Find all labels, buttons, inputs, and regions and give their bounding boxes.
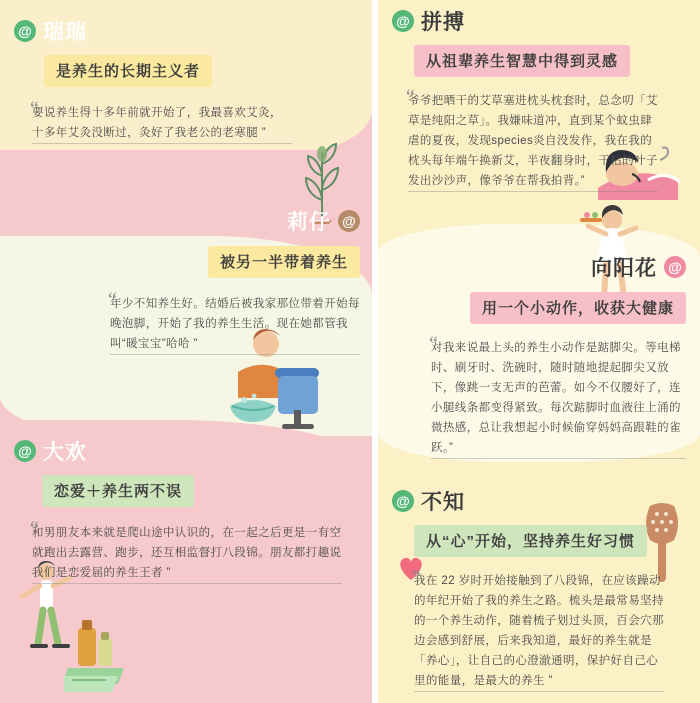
card-pinbo — [392, 6, 688, 192]
card-quote: “ 要说养生得十多年前就开始了，我最喜欢艾灸，十多年艾灸没断过，灸好了我老公的老寒腿 ” — [32, 103, 292, 144]
handle-row-xiangyanghua — [396, 252, 686, 282]
handle-name: 向阳花 — [591, 257, 657, 280]
card-subtitle: 是养生的长期主义者 — [44, 55, 212, 87]
card-subtitle: 从祖辈养生智慧中得到灵感 — [414, 45, 630, 77]
handle-row-pinbo — [392, 6, 688, 36]
handle-row-ruirui — [14, 16, 334, 46]
at-icon: @ — [392, 10, 414, 32]
card-ruirui — [14, 16, 334, 144]
at-icon: @ — [664, 256, 686, 278]
at-icon: @ — [14, 20, 36, 42]
card-dahuan — [14, 436, 354, 584]
card-subtitle: 被另一半带着养生 — [208, 246, 360, 278]
handle-row-buzhi — [392, 486, 688, 516]
handle-name: 瑞瑞 — [43, 21, 87, 44]
card-quote: “ 对我来说最上头的养生小动作是踮脚尖。等电梯时、刷牙时、洗碗时，随时随地提起脚尖又放下，像跳一支无声的芭蕾。如今不仅腰好了，连小腿线条都变得紧致。每次踮脚时血液往上涌的微热感，总让我想起小时候偷穿妈妈高跟鞋的雀跃。” — [431, 338, 686, 459]
right-column — [378, 0, 700, 703]
card-xiangyanghua — [396, 252, 686, 459]
at-icon: @ — [338, 210, 360, 232]
card-quote: “ 我在 22 岁时开始接触到了八段锦，在应该躁动的年纪开始了我的养生之路。梳头是最常易坚持的一个养生动作，随着梳子划过头顶，百会穴那边会感到舒展，后来我知道，最好的养生就是「养心」，让自己的心澄澈通明，保护好自己心里的能量，是最大的养生 ” — [414, 571, 664, 692]
card-lizai — [30, 206, 360, 355]
card-subtitle: 恋爱＋养生两不误 — [42, 475, 194, 507]
at-icon: @ — [14, 440, 36, 462]
handle-row-lizai — [30, 206, 360, 236]
handle-name: 不知 — [421, 491, 465, 514]
bottles-and-book-illustration — [64, 606, 174, 698]
card-quote: “ 爷爷把晒干的艾草塞进枕头枕套时，总念叨「艾草是纯阳之草」。我嫌味道冲，直到某个蚊虫肆虐的夏夜，发现species炎自没发作，我在我的枕头每年端午换新艾，半夜翻身时，干枯的叶子发出沙沙声，像爷爷在帮我拍背。” — [408, 91, 658, 192]
card-buzhi — [392, 486, 688, 692]
handle-name: 大欢 — [43, 441, 87, 464]
card-subtitle: 从“心”开始，坚持养生好习惯 — [414, 525, 647, 557]
at-icon: @ — [392, 490, 414, 512]
handle-name: 拼搏 — [421, 11, 465, 34]
card-quote: “ 和男朋友本来就是爬山途中认识的，在一起之后更是一有空就跑出去露营、跑步，还互相监督打八段锦。朋友都打趣说我们是恋爱届的养生王者 ” — [32, 523, 342, 584]
card-quote: “ 年少不知养生好。结婚后被我家那位带着开始每晚泡脚，开始了我的养生生活。现在她都管我叫“暖宝宝”哈哈 ” — [110, 294, 360, 355]
handle-name: 莉仔 — [287, 211, 331, 234]
handle-row-dahuan — [14, 436, 354, 466]
card-subtitle: 用一个小动作，收获大健康 — [470, 292, 686, 324]
